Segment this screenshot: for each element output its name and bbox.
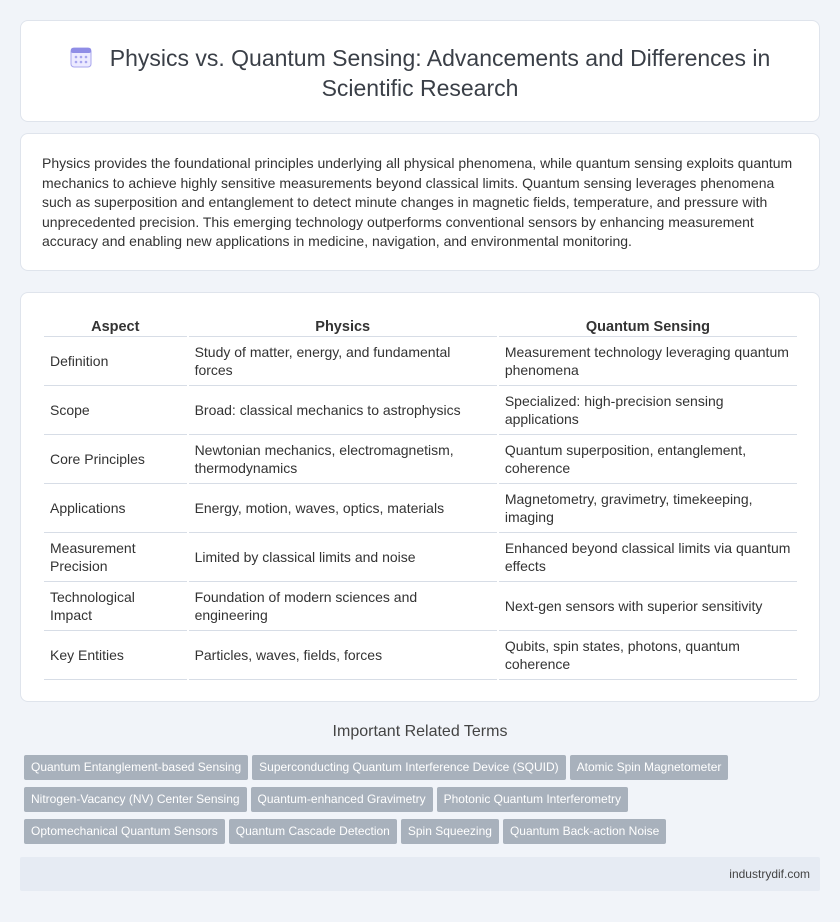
tag-row bbox=[24, 755, 824, 787]
table-row bbox=[44, 435, 797, 484]
footer bbox=[20, 857, 820, 891]
table-cell-aspect: Applications bbox=[44, 484, 187, 533]
table-cell-physics: Limited by classical limits and noise bbox=[189, 533, 497, 582]
table-cell-aspect: Scope bbox=[44, 386, 187, 435]
table-cell-quantum: Magnetometry, gravimetry, timekeeping, imaging bbox=[499, 484, 797, 533]
related-term-tag[interactable]: Photonic Quantum Interferometry bbox=[437, 787, 628, 812]
comparison-table bbox=[42, 315, 799, 680]
related-terms-title: Important Related Terms bbox=[332, 723, 508, 740]
table-cell-aspect: Measurement Precision bbox=[44, 533, 187, 582]
table-cell-quantum: Next-gen sensors with superior sensitivity bbox=[499, 582, 797, 631]
table-cell-aspect: Key Entities bbox=[44, 631, 187, 680]
table-cell-quantum: Specialized: high-precision sensing applications bbox=[499, 386, 797, 435]
header-physics: Physics bbox=[189, 315, 497, 337]
intro-paragraph: Physics provides the foundational principles underlying all physical phenomena, while quantum sensing exploits quantum mechanics to achieve highly sensitive measurements beyond classical limits. Quantum sensing leverages phenomena such as superposition and entanglement to detect minute changes in magnetic fields, temperature, and pressure with unprecedented precision. This emerging technology outperforms conventional sensors by enhancing measurement accuracy and enabling new applications in medicine, navigation, and environmental monitoring. bbox=[42, 155, 793, 249]
intro-card bbox=[20, 133, 820, 271]
related-term-tag[interactable]: Quantum-enhanced Gravimetry bbox=[251, 787, 433, 812]
table-cell-physics: Energy, motion, waves, optics, materials bbox=[189, 484, 497, 533]
table-row bbox=[44, 582, 797, 631]
table-header-row bbox=[44, 315, 797, 337]
table-row bbox=[44, 386, 797, 435]
title-card bbox=[20, 20, 820, 122]
tag-row bbox=[24, 787, 824, 819]
related-term-tag[interactable]: Quantum Back-action Noise bbox=[503, 819, 666, 844]
related-term-tag[interactable]: Nitrogen-Vacancy (NV) Center Sensing bbox=[24, 787, 247, 812]
header-quantum-sensing: Quantum Sensing bbox=[499, 315, 797, 337]
table-cell-physics: Newtonian mechanics, electromagnetism, thermodynamics bbox=[189, 435, 497, 484]
table-cell-quantum: Measurement technology leveraging quantum phenomena bbox=[499, 337, 797, 386]
table-cell-physics: Study of matter, energy, and fundamental forces bbox=[189, 337, 497, 386]
table-cell-aspect: Definition bbox=[44, 337, 187, 386]
table-row bbox=[44, 631, 797, 680]
related-term-tag[interactable]: Quantum Entanglement-based Sensing bbox=[24, 755, 248, 780]
related-term-tag[interactable]: Spin Squeezing bbox=[401, 819, 499, 844]
table-cell-quantum: Quantum superposition, entanglement, coherence bbox=[499, 435, 797, 484]
related-terms-list bbox=[24, 755, 824, 851]
table-cell-physics: Broad: classical mechanics to astrophysics bbox=[189, 386, 497, 435]
page-title-text: Physics vs. Quantum Sensing: Advancements and Differences in Scientific Research bbox=[109, 45, 771, 101]
table-row bbox=[44, 484, 797, 533]
related-term-tag[interactable]: Optomechanical Quantum Sensors bbox=[24, 819, 225, 844]
table-cell-aspect: Technological Impact bbox=[44, 582, 187, 631]
header-aspect: Aspect bbox=[44, 315, 187, 337]
comparison-table-card bbox=[20, 292, 820, 702]
related-term-tag[interactable]: Quantum Cascade Detection bbox=[229, 819, 397, 844]
table-cell-physics: Foundation of modern sciences and engineering bbox=[189, 582, 497, 631]
table-row bbox=[44, 337, 797, 386]
related-term-tag[interactable]: Superconducting Quantum Interference Device (SQUID) bbox=[252, 755, 565, 780]
table-cell-quantum: Enhanced beyond classical limits via quantum effects bbox=[499, 533, 797, 582]
tag-row bbox=[24, 819, 824, 851]
footer-site-link[interactable]: industrydif.com bbox=[729, 867, 810, 881]
table-cell-physics: Particles, waves, fields, forces bbox=[189, 631, 497, 680]
calendar-icon bbox=[70, 46, 92, 68]
table-cell-quantum: Qubits, spin states, photons, quantum coherence bbox=[499, 631, 797, 680]
table-row bbox=[44, 533, 797, 582]
table-cell-aspect: Core Principles bbox=[44, 435, 187, 484]
page-title bbox=[21, 43, 819, 103]
related-term-tag[interactable]: Atomic Spin Magnetometer bbox=[570, 755, 729, 780]
